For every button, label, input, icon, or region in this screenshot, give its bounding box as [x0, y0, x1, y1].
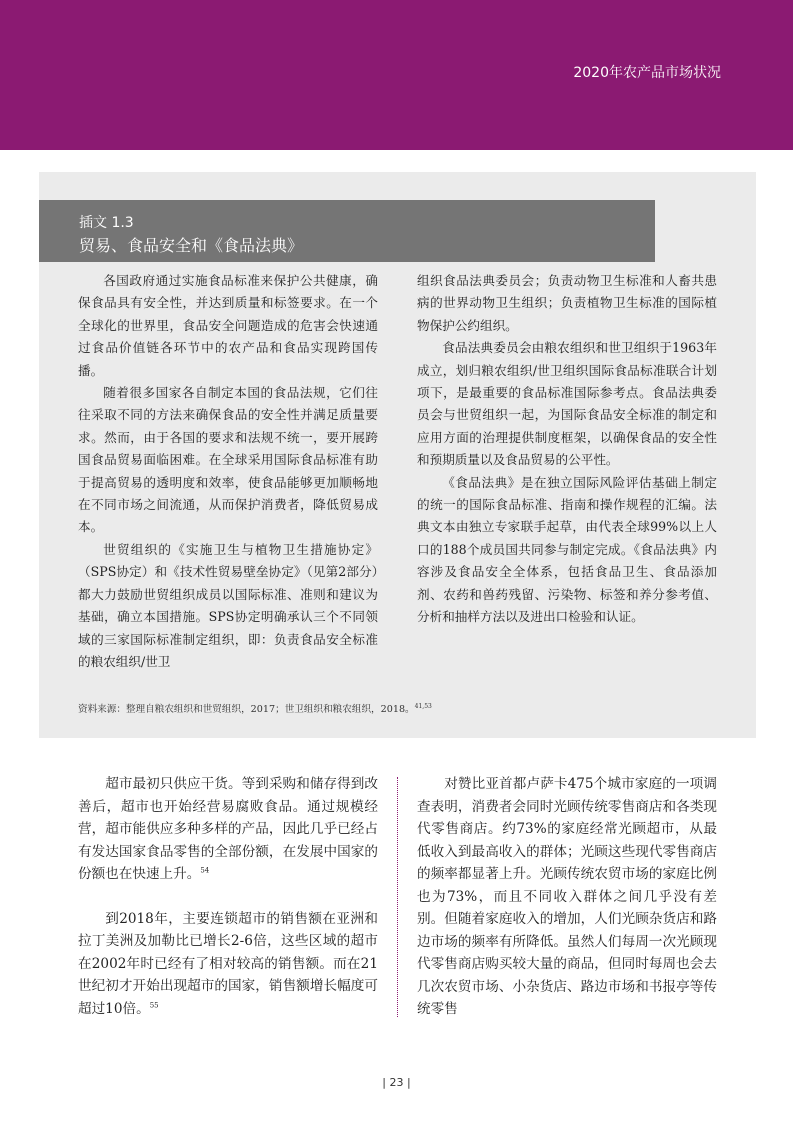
box-paragraph: 世贸组织的《实施卫生与植物卫生措施协定》（SPS协定）和《技术性贸易壁垒协定》（见第2部分）都大力鼓励世贸组织成员以国际标准、准则和建议为基础，确立本国措施。SPS协定明确承认三个不同领域的三家国际标准制定组织，即：负责食品安全标准的粮农组织/世卫	[78, 541, 378, 669]
box-paragraph-continuation: 组织食品法典委员会；负责动物卫生标准和人畜共患病的世界动物卫生组织；负责植物卫生标准的国际植物保护公约组织。	[417, 273, 717, 333]
box-paragraph: 随着很多国家各自制定本国的食品法规，它们往往采取不同的方法来确保食品的安全性并满足质量要求。然而，由于各国的要求和法规不统一，要开展跨国食品贸易面临困难。在全球采用国际食品标准有助于提高贸易的透明度和效率，使食品能够更加顺畅地在不同市场之间流通，从而保护消费者，降低贸易成本。	[78, 385, 378, 535]
footnote-ref: 54	[200, 866, 210, 875]
paragraph-text: 到2018年，主要连锁超市的销售额在亚洲和拉丁美洲及加勒比已增长2-6倍，这些区域的超市在2002年时已经有了相对较高的销售额。而在21世纪初才开始出现超市的国家，销售额增长幅度可超过10倍。	[78, 910, 378, 1017]
paragraph-text: 超市最初只供应干货。等到采购和储存得到改善后，超市也开始经营易腐败食品。通过规模经营，超市能供应多种多样的产品，因此几乎已经占有发达国家食品零售的全部份额，在发展中国家的份额也在快速上升。	[78, 776, 378, 882]
box-paragraph: 《食品法典》是在独立国际风险评估基础上制定的统一的国际食品标准、指南和操作规程的汇编。法典文本由独立专家联手起草，由代表全球99%以上人口的188个成员国共同参与制定完成。《食品法典》内容涉及食品安全全体系，包括食品卫生、食品添加剂、农药和兽药残留、污染物、标签和养分参考值、分析和抽样方法以及进出口检验和认证。	[417, 474, 717, 625]
box-title: 贸易、食品安全和《食品法典》	[79, 236, 304, 255]
page-number-value: 23	[389, 1076, 404, 1089]
box-right-column	[417, 270, 717, 629]
box-source-note	[78, 701, 678, 715]
source-text: 资料来源：整理自粮农组织和世贸组织，2017；世卫组织和粮农组织，2018。	[78, 704, 415, 715]
column-divider	[397, 777, 398, 1017]
body-paragraph	[78, 908, 378, 1021]
box-left-column	[78, 270, 378, 673]
report-title: 2020年农产品市场状况	[573, 65, 721, 81]
header-band	[0, 0, 793, 150]
footnote-ref: 55	[149, 1000, 159, 1009]
body-paragraph: 对赞比亚首都卢萨卡475个城市家庭的一项调查表明，消费者会同时光顾传统零售商店和各类现代零售商店。约73%的家庭经常光顾超市，从最低收入到最高收入的群体；光顾这些现代零售商店的频率都显著上升。光顾传统农贸市场的家庭比例也为73%，而且不同收入群体之间几乎没有差别。但随着家庭收入的增加，人们光顾杂货店和路边市场的频率有所降低。虽然人们每周一次光顾现代零售商店购买较大量的商品，但同时每周也会去几次农贸市场、小杂货店、路边市场和书报亭等传统零售	[417, 776, 717, 1017]
box-paragraph: 各国政府通过实施食品标准来保护公共健康，确保食品具有安全性，并达到质量和标签要求。在一个全球化的世界里，食品安全问题造成的危害会快速通过食品价值链各环节中的农产品和食品实现跨国传播。	[78, 273, 378, 378]
source-refs: 41,53	[414, 702, 432, 710]
box-label: 插文 1.3	[79, 215, 134, 231]
page-number: | 23 |	[382, 1076, 411, 1089]
box-header	[39, 200, 655, 262]
box-paragraph: 食品法典委员会由粮农组织和世卫组织于1963年成立，划归粮农组织/世卫组织国际食品标准联合计划项下，是最重要的食品标准国际参考点。食品法典委员会与世贸组织一起，为国际食品安全标准的制定和应用方面的治理提供制度框架，以确保食品的安全性和预期质量以及食品贸易的公平性。	[417, 340, 717, 468]
main-right-column	[417, 773, 717, 1021]
main-left-column	[78, 773, 378, 1020]
body-paragraph	[78, 773, 378, 886]
